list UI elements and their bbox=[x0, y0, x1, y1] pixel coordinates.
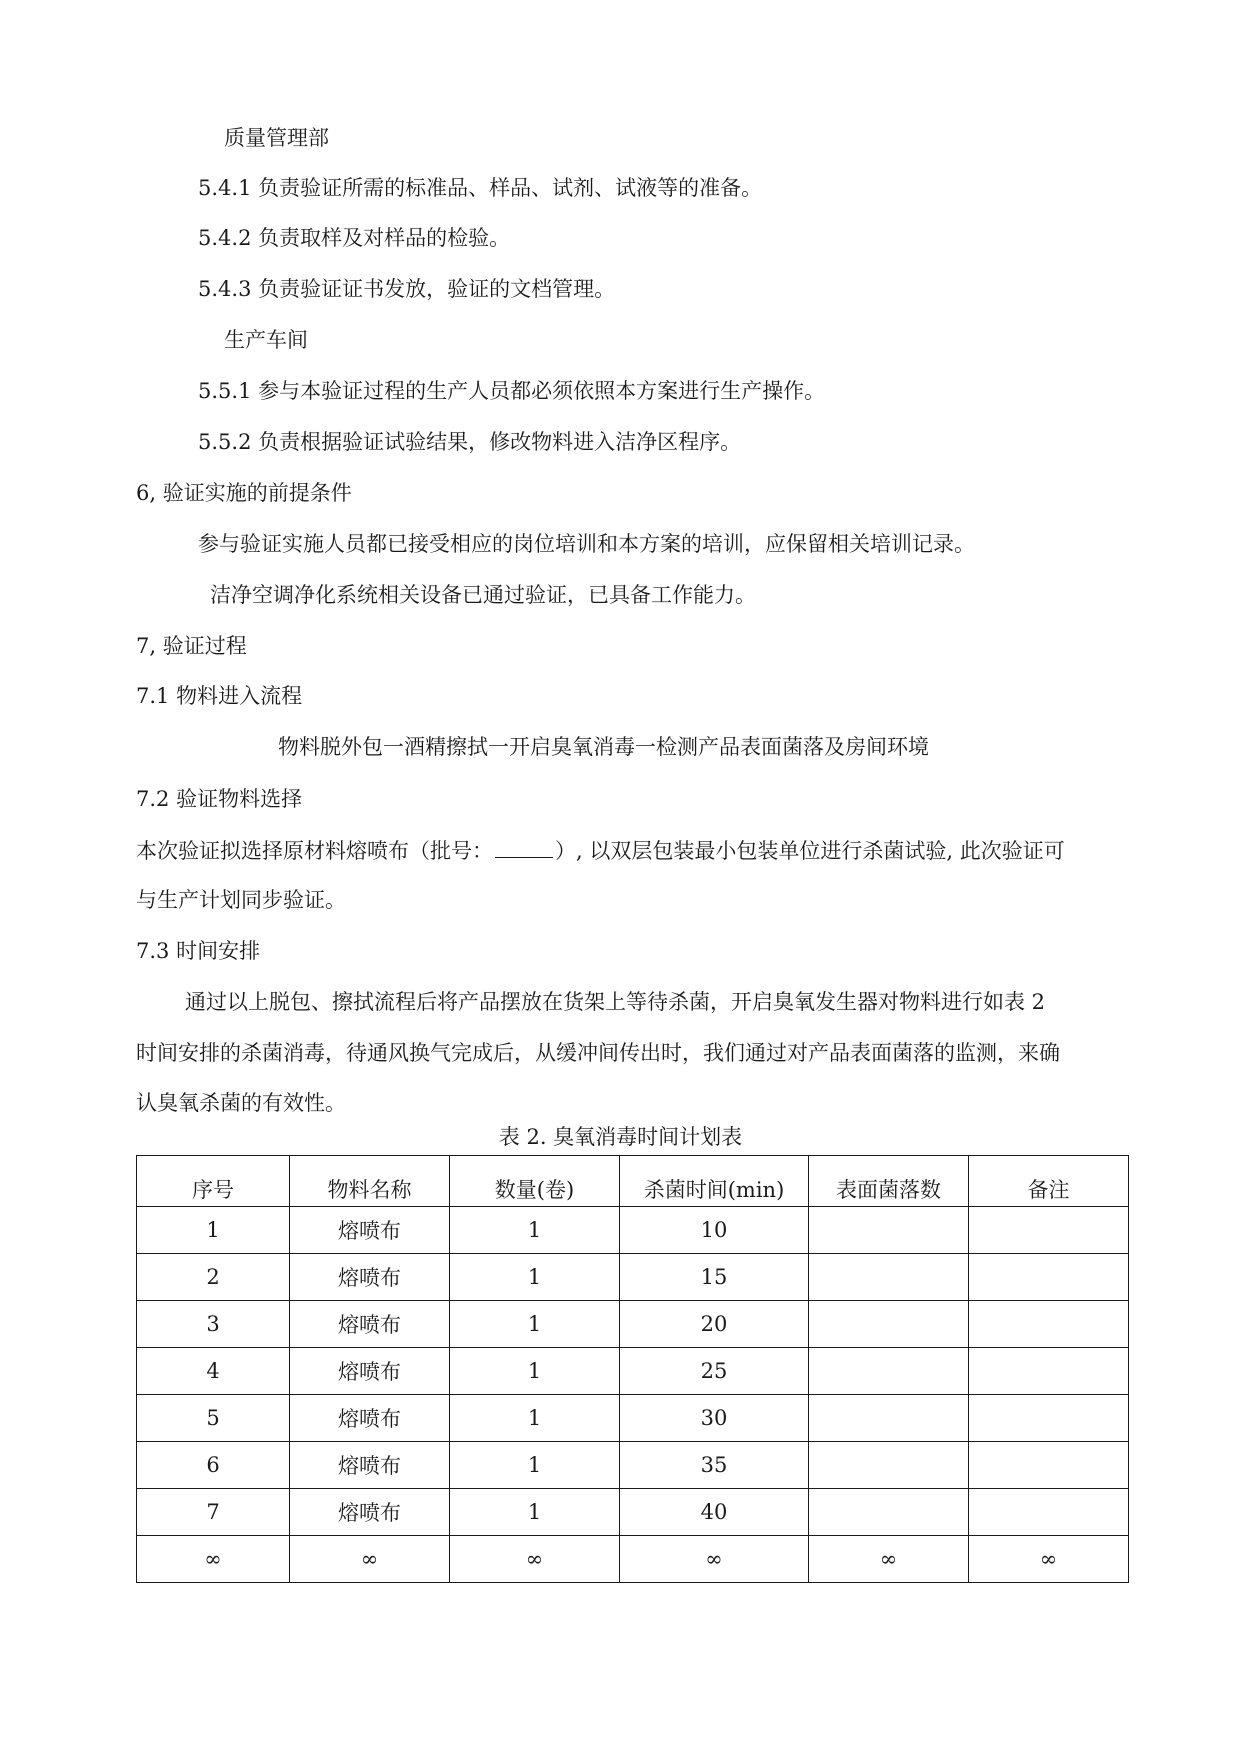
table-cell bbox=[969, 1489, 1129, 1536]
table-cell bbox=[809, 1348, 969, 1395]
table-cell: 3 bbox=[137, 1301, 290, 1348]
table-cell: 1 bbox=[450, 1442, 620, 1489]
table-cell bbox=[809, 1395, 969, 1442]
table-cell bbox=[809, 1442, 969, 1489]
table-row bbox=[137, 1207, 1129, 1254]
table-cell: 35 bbox=[620, 1442, 809, 1489]
table-cell bbox=[809, 1207, 969, 1254]
section-6-heading: 6, 验证实施的前提条件 bbox=[136, 481, 352, 505]
table-cell: 30 bbox=[620, 1395, 809, 1442]
table-cell: 7 bbox=[137, 1489, 290, 1536]
table-row bbox=[137, 1301, 1129, 1348]
column-header-material: 物料名称 bbox=[290, 1156, 450, 1207]
table-cell bbox=[969, 1442, 1129, 1489]
material-selection-text-start: 本次验证拟选择原材料熔喷布（批号： bbox=[136, 839, 493, 863]
table-cell: 熔喷布 bbox=[290, 1348, 450, 1395]
table-row bbox=[137, 1254, 1129, 1301]
table-cell bbox=[809, 1301, 969, 1348]
table-cell: 4 bbox=[137, 1348, 290, 1395]
column-header-quantity: 数量(卷) bbox=[450, 1156, 620, 1207]
material-selection-text-end: ）, 以双层包装最小包装单位进行杀菌试验, 此次验证可 bbox=[555, 839, 1065, 863]
table-cell: 1 bbox=[450, 1301, 620, 1348]
batch-number-blank bbox=[495, 839, 553, 858]
table-cell: 熔喷布 bbox=[290, 1442, 450, 1489]
column-header-time: 杀菌时间(min) bbox=[620, 1156, 809, 1207]
table-header-row bbox=[137, 1156, 1129, 1207]
table-cell: 熔喷布 bbox=[290, 1254, 450, 1301]
table-cell: 20 bbox=[620, 1301, 809, 1348]
table-cell: 1 bbox=[450, 1254, 620, 1301]
column-header-colony-count: 表面菌落数 bbox=[809, 1156, 969, 1207]
schedule-paragraph-line: 认臭氧杀菌的有效性。 bbox=[136, 1091, 346, 1115]
material-flow-text: 物料脱外包一酒精擦拭一开启臭氧消毒一检测产品表面菌落及房间环境 bbox=[278, 735, 929, 759]
table-row bbox=[137, 1536, 1129, 1583]
schedule-paragraph-line: 通过以上脱包、擦拭流程后将产品摆放在货架上等待杀菌，开启臭氧发生器对物料进行如表 2 bbox=[185, 990, 1046, 1014]
table-cell: 熔喷布 bbox=[290, 1207, 450, 1254]
table-cell bbox=[969, 1348, 1129, 1395]
material-selection-paragraph bbox=[136, 839, 1065, 862]
material-selection-continuation: 与生产计划同步验证。 bbox=[136, 888, 346, 912]
table-row bbox=[137, 1442, 1129, 1489]
table-cell: 10 bbox=[620, 1207, 809, 1254]
table-row bbox=[137, 1348, 1129, 1395]
table-cell: ∞ bbox=[969, 1536, 1129, 1583]
table-cell: 1 bbox=[450, 1348, 620, 1395]
table-cell bbox=[809, 1489, 969, 1536]
table-cell: 1 bbox=[450, 1395, 620, 1442]
qa-section-title: 质量管理部 bbox=[224, 126, 329, 150]
ozone-schedule-table bbox=[136, 1155, 1129, 1583]
table-cell: ∞ bbox=[620, 1536, 809, 1583]
table-cell: 6 bbox=[137, 1442, 290, 1489]
qa-item: 5.4.3 负责验证证书发放，验证的文档管理。 bbox=[198, 277, 616, 301]
table-caption: 表 2. 臭氧消毒时间计划表 bbox=[498, 1125, 743, 1149]
table-cell bbox=[969, 1207, 1129, 1254]
section-7-3-heading: 7.3 时间安排 bbox=[136, 939, 261, 963]
table-cell: 熔喷布 bbox=[290, 1395, 450, 1442]
section-7-1-heading: 7.1 物料进入流程 bbox=[136, 684, 303, 708]
table-cell bbox=[969, 1395, 1129, 1442]
qa-item: 5.4.1 负责验证所需的标准品、样品、试剂、试液等的准备。 bbox=[198, 176, 763, 200]
table-cell: 1 bbox=[450, 1489, 620, 1536]
table-cell: ∞ bbox=[809, 1536, 969, 1583]
table-cell: 熔喷布 bbox=[290, 1301, 450, 1348]
table-cell: ∞ bbox=[137, 1536, 290, 1583]
table-cell: 25 bbox=[620, 1348, 809, 1395]
schedule-paragraph-line: 时间安排的杀菌消毒，待通风换气完成后，从缓冲间传出时，我们通过对产品表面菌落的监测，来确 bbox=[136, 1041, 1060, 1065]
section-7-heading: 7, 验证过程 bbox=[136, 634, 247, 658]
table-cell: ∞ bbox=[450, 1536, 620, 1583]
production-item: 5.5.1 参与本验证过程的生产人员都必须依照本方案进行生产操作。 bbox=[198, 379, 826, 403]
section-6-paragraph: 洁净空调净化系统相关设备已通过验证，已具备工作能力。 bbox=[210, 583, 756, 607]
table-cell bbox=[809, 1254, 969, 1301]
production-section-title: 生产车间 bbox=[224, 328, 308, 352]
table-cell: 1 bbox=[450, 1207, 620, 1254]
table-cell bbox=[969, 1254, 1129, 1301]
table-cell: 15 bbox=[620, 1254, 809, 1301]
table-cell: 40 bbox=[620, 1489, 809, 1536]
column-header-remarks: 备注 bbox=[969, 1156, 1129, 1207]
section-6-paragraph: 参与验证实施人员都已接受相应的岗位培训和本方案的培训，应保留相关培训记录。 bbox=[198, 532, 975, 556]
column-header-index: 序号 bbox=[137, 1156, 290, 1207]
section-7-2-heading: 7.2 验证物料选择 bbox=[136, 787, 303, 811]
table-cell: 熔喷布 bbox=[290, 1489, 450, 1536]
table-row bbox=[137, 1489, 1129, 1536]
table-cell bbox=[969, 1301, 1129, 1348]
qa-item: 5.4.2 负责取样及对样品的检验。 bbox=[198, 226, 511, 250]
table-cell: 2 bbox=[137, 1254, 290, 1301]
table-cell: 1 bbox=[137, 1207, 290, 1254]
production-item: 5.5.2 负责根据验证试验结果，修改物料进入洁净区程序。 bbox=[198, 430, 742, 454]
table-row bbox=[137, 1395, 1129, 1442]
table-cell: 5 bbox=[137, 1395, 290, 1442]
table-cell: ∞ bbox=[290, 1536, 450, 1583]
